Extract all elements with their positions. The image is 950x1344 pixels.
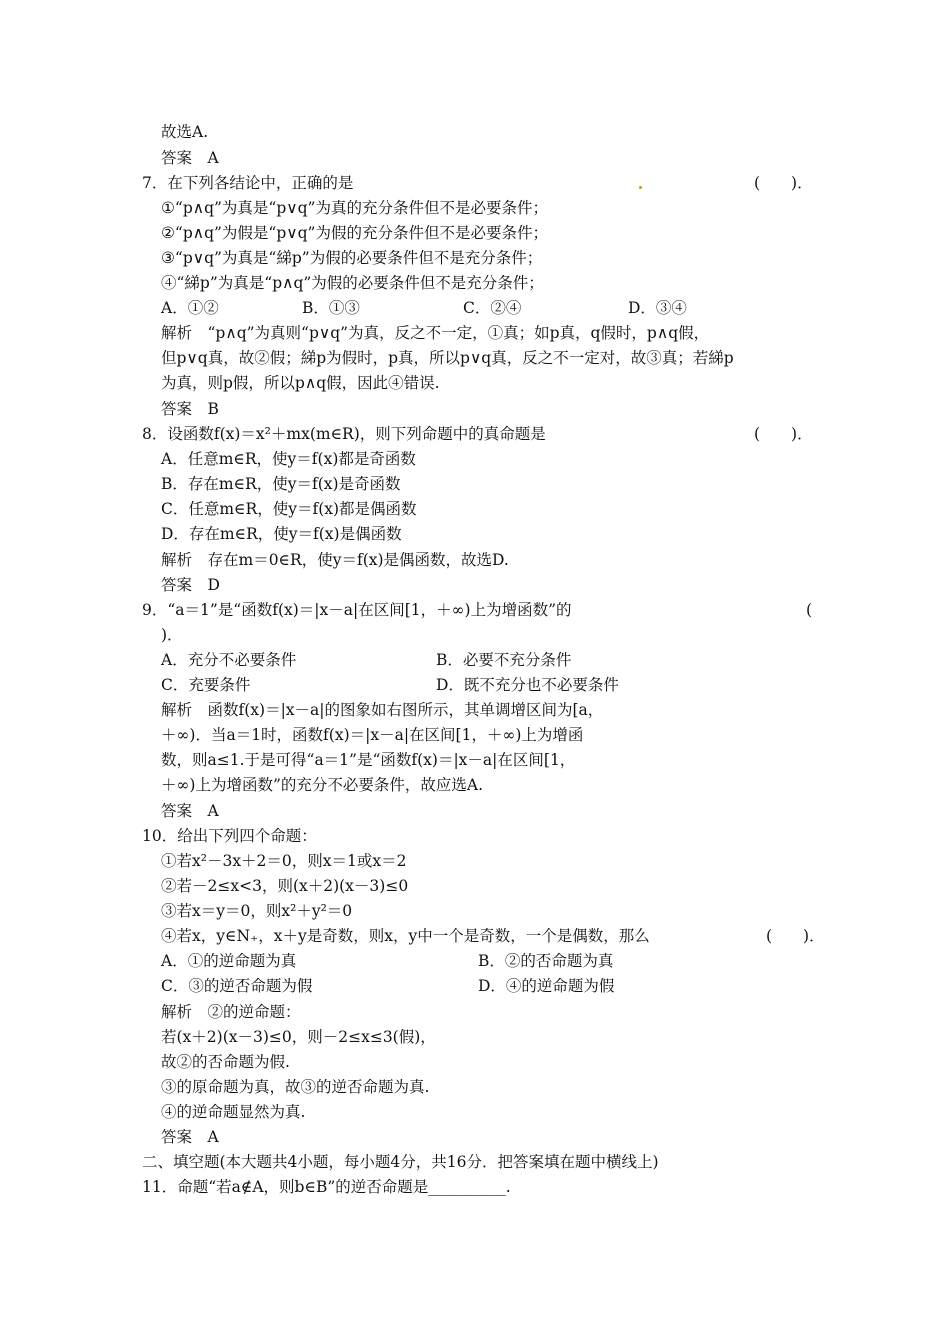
option-d: D．③④ [628,299,687,317]
option-c: C．③的逆否命题为假 [161,977,313,995]
question-9: 9．“a＝1”是“函数f(x)＝|x－a|在区间[1，＋∞)上为增函数”的 [142,601,572,619]
option-d: D．既不充分也不必要条件 [436,676,619,694]
answer-bracket-close: )． [161,626,183,644]
analysis-line: ④的逆命题显然为真. [161,1103,306,1121]
option-a: A．任意m∈R，使y＝f(x)都是奇函数 [161,450,416,468]
proposition-line: ④若x，y∈N₊，x＋y是奇数，则x，y中一个是奇数，一个是偶数，那么 [161,927,650,945]
analysis-line: 解析 存在m＝0∈R，使y＝f(x)是偶函数，故选D. [161,551,509,569]
analysis-line: ③的原命题为真，故③的逆否命题为真. [161,1078,430,1096]
analysis-line: ＋∞)．当a＝1时，函数f(x)＝|x－a|在区间[1，＋∞)上为增函 [161,726,584,744]
analysis-line: 为真，则p假，所以p∧q假，因此④错误. [161,374,440,392]
option-c: C．任意m∈R，使y＝f(x)都是偶函数 [161,500,417,518]
analysis-line: 故②的否命题为假. [161,1053,290,1071]
question-11: 11．命题“若a∉A，则b∈B”的逆否命题是__________. [142,1178,511,1196]
option-c: C．充要条件 [161,676,251,694]
option-d: D．④的逆命题为假 [478,977,615,995]
option-d: D．存在m∈R，使y＝f(x)是偶函数 [161,525,402,543]
option-b: B．②的否命题为真 [478,952,614,970]
option-c: C．②④ [463,299,522,317]
option-b: B．必要不充分条件 [436,651,572,669]
section-heading: 二、填空题(本大题共4小题，每小题4分，共16分．把答案填在题中横线上) [142,1153,659,1171]
answer-line: 答案 B [161,400,219,418]
answer-bracket: ( )． [766,927,825,945]
answer-line: 答案 A [161,1128,219,1146]
statement-line: ①“p∧q”为真是“p∨q”为真的充分条件但不是必要条件； [161,199,548,217]
answer-bracket: ( )． [754,174,813,192]
option-a: A．①的逆命题为真 [161,952,297,970]
proposition-line: ②若－2≤x<3，则(x＋2)(x－3)≤0 [161,877,409,895]
analysis-line: 解析 函数f(x)＝|x－a|的图象如右图所示，其单调增区间为[a， [161,701,604,719]
analysis-line: ＋∞)上为增函数”的充分不必要条件，故应选A. [161,776,484,794]
text-line: 故选A. [161,123,209,141]
statement-line: ②“p∧q”为假是“p∨q”为假的充分条件但不是必要条件； [161,224,548,242]
option-b: B．存在m∈R，使y＝f(x)是奇函数 [161,475,401,493]
option-a: A．充分不必要条件 [161,651,297,669]
answer-line: 答案 D [161,576,220,594]
analysis-line: 数，则a≤1.于是可得“a＝1”是“函数f(x)＝|x－a|在区间[1， [161,751,576,769]
question-8: 8．设函数f(x)＝x²＋mx(m∈R)，则下列命题中的真命题是 [142,425,546,443]
answer-bracket: ( )． [754,425,813,443]
option-b: B．①③ [302,299,360,317]
statement-line: ③“p∨q”为真是“綈p”为假的必要条件但不是充分条件； [161,249,543,267]
analysis-line: 解析 ②的逆命题： [161,1003,301,1021]
proposition-line: ①若x²－3x＋2＝0，则x＝1或x＝2 [161,852,407,870]
analysis-line: 若(x＋2)(x－3)≤0，则－2≤x≤3(假)， [161,1028,436,1046]
answer-line: 答案 A [161,149,219,167]
answer-bracket: ( [806,601,813,619]
option-a: A．①② [161,299,219,317]
analysis-line: 解析 “p∧q”为真则“p∨q”为真，反之不一定，①真；如p真，q假时，p∧q假， [161,324,710,342]
stray-mark [639,186,642,189]
statement-line: ④“綈p”为真是“p∧q”为假的必要条件但不是充分条件； [161,274,544,292]
analysis-line: 但p∨q真，故②假；綈p为假时，p真，所以p∨q真，反之不一定对，故③真；若綈p [161,349,734,367]
question-10: 10．给出下列四个命题： [142,827,317,845]
answer-line: 答案 A [161,802,219,820]
proposition-line: ③若x＝y＝0，则x²＋y²＝0 [161,902,353,920]
question-7: 7．在下列各结论中，正确的是 [142,174,354,192]
